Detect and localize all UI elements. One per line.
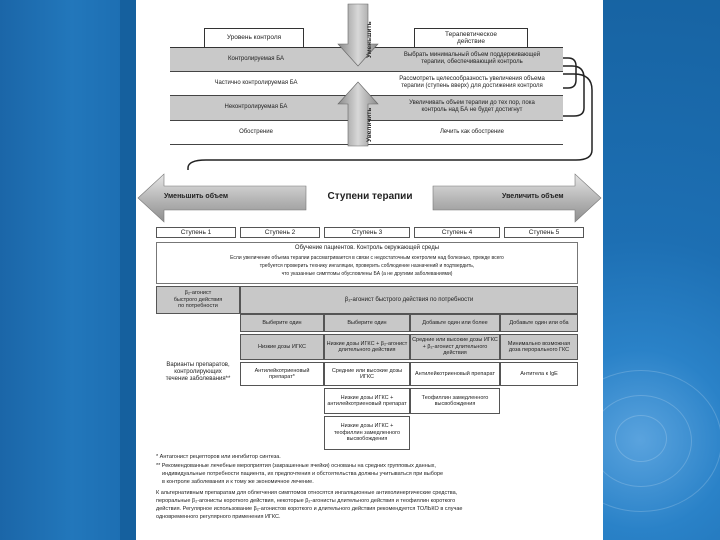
controller-label [156,362,240,383]
step-2: Ступень 2 [240,227,320,238]
option-step3: Низкие дозы ИГКС + антилейкотриеновый препарат [324,388,410,414]
option-step5: Антитела к IgE [500,362,578,386]
level-label: Обострение [239,129,273,135]
level-label: Неконтролируемая БА [224,104,288,110]
footnote: пероральные β₂-агонисты короткого действия, некоторые β₂-агонисты длительного действия и теофиллин короткого [156,498,456,504]
action-text-line: Увеличивать объем терапии до тех пор, пока [409,100,535,106]
level-header-text: Уровень контроля [226,34,282,41]
option-step3: Низкие дозы ИГКС + теофиллин замедленного высвобождения [324,416,410,450]
steps-banner-graphic [136,172,603,232]
step-5: Ступень 5 [504,227,584,238]
connector-line [563,58,576,88]
education-title: Обучение пациентов. Контроль окружающей среды [294,245,440,251]
select-header-step5: Добавьте один или оба [500,314,578,332]
increase-volume-label: Увеличить объем [502,193,564,200]
action-header-line1: Терапевтическое [445,31,497,38]
option-step3: Средние или высокие дозы ИГКС [324,362,410,386]
action-text-line: терапии, обеспечивающий контроль [421,59,523,65]
footnote: * Антагонист рецепторов или ингибитор синтеза. [156,454,281,460]
action-text-line: Выбрать минимальный объем поддерживающей [403,52,541,58]
decrease-arrow-label: Уменьшить [366,21,373,58]
rescue-left-line: по потребности [178,303,218,310]
slide-left-stripe [0,0,120,540]
action-text-line: терапии (ступень вверх) для достижения контроля [401,83,543,89]
decrease-volume-label: Уменьшить объем [164,193,229,200]
controller-label-line: течение заболевания** [165,376,231,382]
option-step5: Минимально возможная доза перорального ГКС [500,334,578,360]
level-label: Контролируемая БА [227,56,284,62]
footnote: К альтернативным препаратам для облегчения симптомов относятся ингаляционные антихолинергические средства, [156,490,458,496]
water-ripple [615,415,667,462]
step-1: Ступень 1 [156,227,236,238]
education-line: требуется проверить технику ингаляции, проверить соблюдение назначений и подтвердить, [259,263,475,269]
education-line: Если увеличение объема терапии рассматривается в связи с недостаточным контролем над болезнью, прежде всего [230,255,504,261]
connector-line [188,74,592,170]
action-text-line: контроль над БА не будет достигнут [421,107,523,113]
footnote: действия. Регулярное использование β₂-агонистов короткого и длительного действия рекомендуется ТОЛЬКО в случае [156,506,463,512]
footnote: в контроле заболевания и к тому же экономичное лечение. [162,479,314,485]
rescue-steps-cell [240,286,578,314]
rescue-step1-cell [156,286,240,314]
step-4: Ступень 4 [414,227,500,238]
select-header-step3: Выберите один [324,314,410,332]
footnote: индивидуальные потребности пациента, их предпочтения и обстоятельства должны учитываться при выборе [162,471,444,477]
footnote: одновременного регулярного применения ИГКС. [156,514,281,520]
action-text-line: Лечить как обострение [439,129,504,135]
controller-label-line: Варианты препаратов, [166,362,230,368]
increase-arrow-label: Увеличить [366,107,373,142]
controller-label-line: контролирующих [174,369,222,375]
option-step2: Антилейкотриеновый препарат* [240,362,324,386]
option-step3: Низкие дозы ИГКС + β₂-агонист длительного действия [324,334,410,360]
education-line: что указанные симптомы обусловлены БА (а не другими заболеваниями) [281,271,453,277]
action-header-line2: действие [457,38,485,45]
option-step4: Теофиллин замедленного высвобождения [410,388,500,414]
select-header-step2: Выберите один [240,314,324,332]
document-page [136,0,603,540]
select-header-step4: Добавьте один или более [410,314,500,332]
option-step4: Антилейкотриеновый препарат [410,362,500,386]
rescue-right-text: β₂-агонист быстрого действия по потребности [344,296,474,303]
option-step2: Низкие дозы ИГКС [240,334,324,360]
option-step4: Средние или высокие дозы ИГКС + β₂-агонист длительного действия [410,334,500,360]
steps-title: Ступени терапии [327,191,413,202]
footnote: ** Рекомендованные лечебные мероприятия (закрашенные ячейки) основаны на средних групповых данных, [156,463,436,469]
rescue-left-line: быстрого действия [173,296,223,303]
rescue-left-line: β₂-агонист [184,290,212,297]
action-text-line: Рассмотреть целесообразность увеличения объема [399,76,545,82]
step-3: Ступень 3 [324,227,410,238]
education-block [156,242,578,284]
level-label: Частично контролируемая БА [214,80,298,86]
